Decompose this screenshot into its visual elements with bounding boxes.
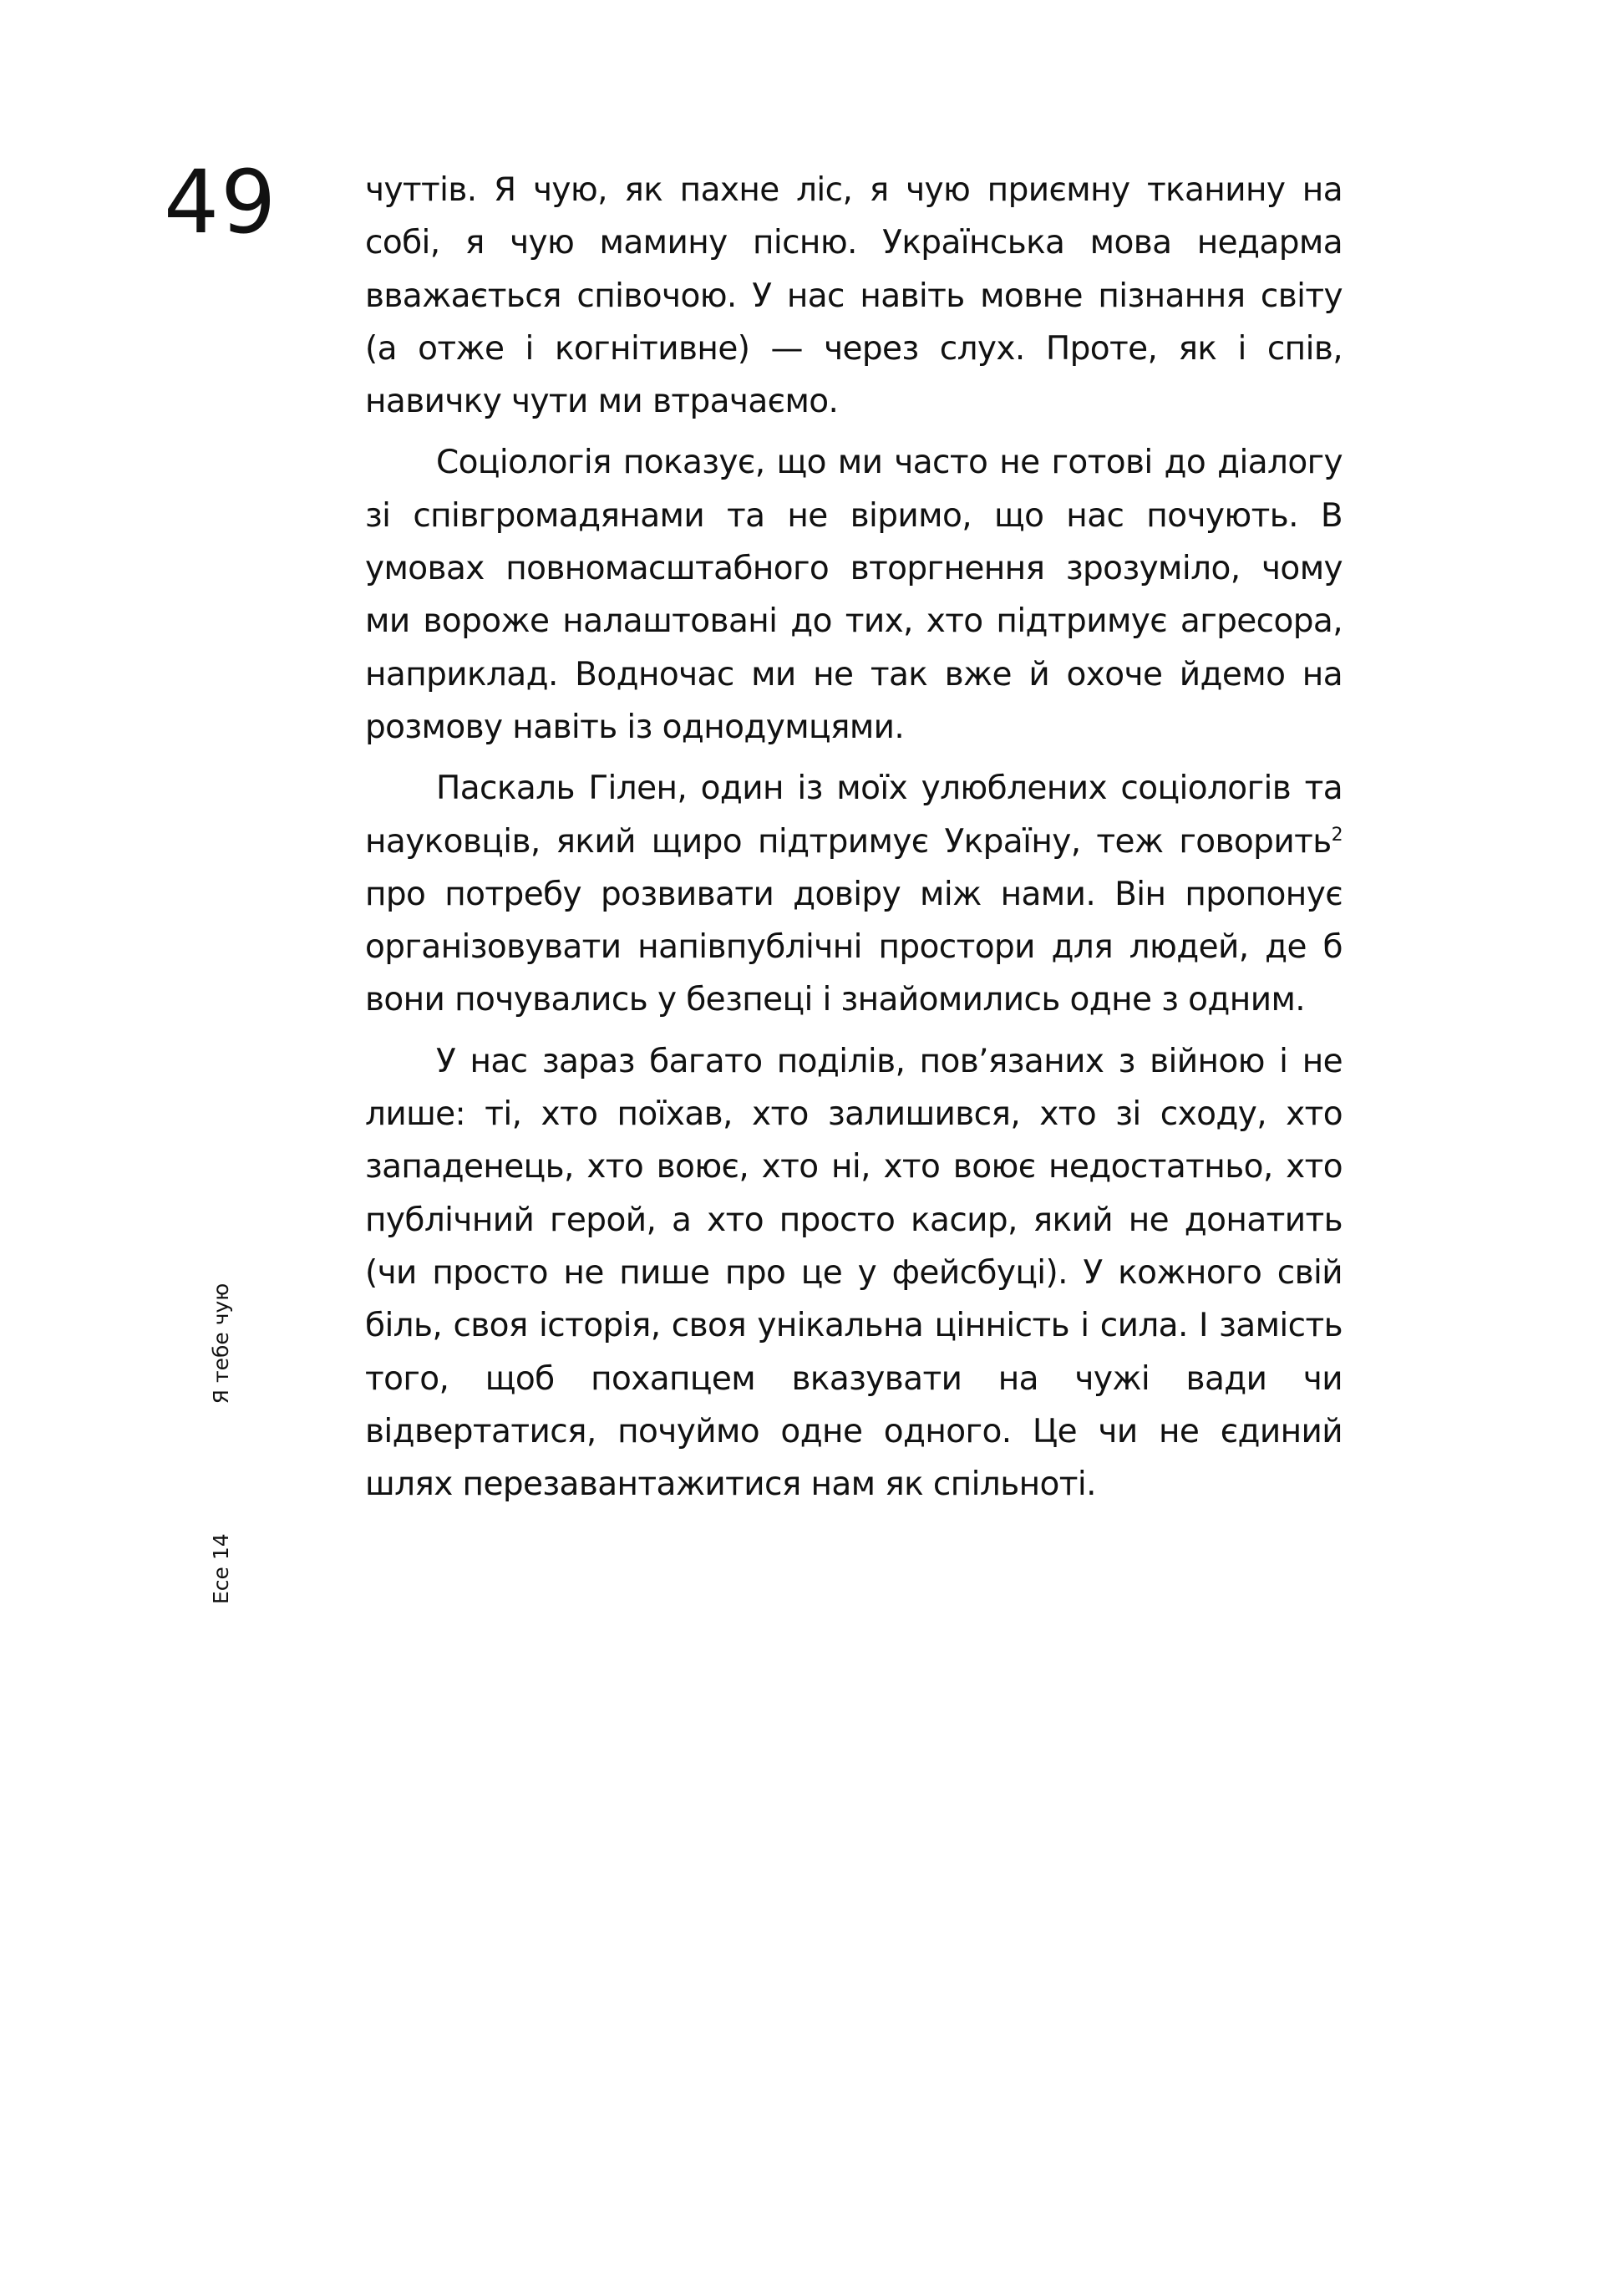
body-text: [365, 164, 1343, 1519]
paragraph-3-text-end: про потребу розвивати довіру між нами. Він пропонує організовувати напівпублічні простори для людей, де б вони почувались у безпеці і знайомились одне з одним.: [365, 875, 1343, 1019]
paragraph-4: У нас зараз багато поділів, пов’язаних з війною і не лише: ті, хто поїхав, хто залишився, хто зі сходу, хто западенець, хто воює, хто ні, хто воює недостатньо, хто публічний герой, а хто просто касир, який не донатить (чи просто не пише про це у фейсбуці). У кожного свій біль, своя історія, своя унікальна цінність і сила. І замість того, щоб похапцем вказувати на чужі вади чи відвертатися, почуймо одне одного. Це чи не єдиний шлях перезавантажитися нам як спільноті.: [365, 1042, 1343, 1504]
paragraph-2: Соціологія показує, що ми часто не готові до діалогу зі співгромадянами та не віримо, що нас почують. В умовах повномасштабного вторгнення зрозуміло, чому ми вороже налаштовані до тих, хто підтримує агресора, наприклад. Водночас ми не так вже й охоче йдемо на розмову навіть із однодумцями.: [365, 444, 1343, 746]
paragraph-3-text-start: Паскаль Гілен, один із моїх улюблених соціологів та науковців, який щиро підтримує Україну, теж говорить: [365, 770, 1343, 861]
running-head-title: Я тебе чую: [209, 1283, 233, 1405]
footnote-marker[interactable]: 2: [1331, 824, 1343, 846]
running-head: [211, 1283, 231, 1604]
running-head-essay: Есе 14: [209, 1533, 233, 1604]
paragraph-1: чуттів. Я чую, як пахне ліс, я чую приємну тканину на собі, я чую мамину пісню. Українська мова недарма вважається співочою. У нас навіть мовне пізнання світу (а отже і когнітивне) — через слух. Проте, як і спів, навичку чути ми втрачаємо.: [365, 171, 1343, 421]
paragraph-3: [365, 762, 1343, 1026]
page-number: 49: [164, 151, 278, 253]
